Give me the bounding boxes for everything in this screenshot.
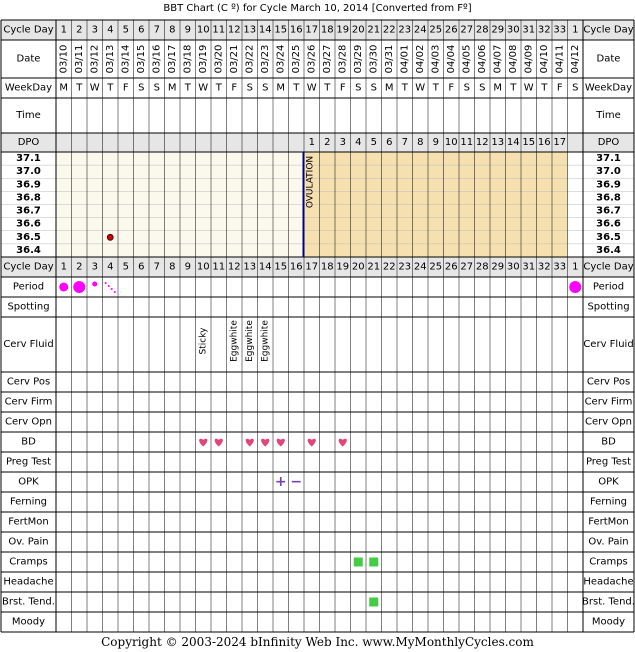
row-label-cycle_day: Cycle Day	[3, 24, 54, 36]
date-cell: 04/09	[523, 44, 535, 74]
row-label-preg_test: Preg Test	[5, 456, 52, 468]
temp-label-left: 36.5	[16, 231, 41, 243]
row-label-time: Time	[16, 110, 41, 121]
row-label-ferning: Ferning	[9, 496, 48, 508]
cycle-day-cell: 10	[196, 24, 210, 36]
ovulation-label: OVULATION	[305, 155, 316, 209]
cycle-day-cell: 28	[475, 261, 489, 273]
date-cell: 04/05	[461, 44, 473, 74]
date-cell: 04/10	[538, 44, 550, 74]
date-cell: 04/02	[414, 44, 426, 74]
period-marker	[569, 281, 581, 293]
date-cell: 04/06	[476, 44, 488, 74]
temp-label-right: 36.9	[596, 179, 621, 191]
row-label-opk: OPK	[18, 476, 39, 488]
weekday-cell: S	[572, 82, 579, 94]
date-cell: 03/22	[244, 44, 256, 74]
weekday-cell: M	[384, 82, 394, 94]
weekday-cell: S	[479, 82, 486, 94]
weekday-cell: W	[198, 82, 209, 94]
date-cell: 03/23	[259, 44, 271, 74]
date-cell: 03/14	[120, 44, 132, 74]
opk-result: −	[290, 474, 303, 490]
row-label-right-spotting: Spotting	[587, 301, 630, 313]
bd-heart-icon	[215, 439, 223, 447]
cycle-day-cell: 15	[274, 261, 288, 273]
bd-heart-icon	[339, 439, 347, 447]
dpo-cell: 8	[417, 137, 424, 148]
weekday-cell: T	[324, 82, 331, 94]
temp-label-left: 37.1	[16, 153, 41, 165]
row-label-moody: Moody	[11, 616, 46, 628]
date-cell: 03/10	[58, 44, 70, 74]
dpo-cell: 15	[522, 137, 536, 148]
row-label-right-time: Time	[596, 110, 621, 121]
temp-label-right: 36.7	[596, 205, 621, 217]
cycle-day-cell: 19	[336, 24, 350, 36]
weekday-cell: M	[276, 82, 286, 94]
cycle-day-cell: 8	[169, 261, 176, 273]
temp-label-left: 36.8	[16, 192, 41, 204]
row-label-right-cerv_fluid: Cerv Fluid	[583, 339, 634, 350]
row-label-cerv_fluid: Cerv Fluid	[3, 339, 54, 350]
temp-label-left: 36.4	[16, 244, 41, 256]
weekday-cell: W	[89, 82, 100, 94]
row-label-right-cerv_pos: Cerv Pos	[586, 376, 631, 388]
cycle-day-cell: 14	[258, 24, 272, 36]
dpo-cell: 9	[432, 137, 439, 148]
date-cell: 03/18	[182, 44, 194, 74]
row-label-bd: BD	[21, 436, 36, 448]
date-cell: 03/15	[135, 44, 147, 74]
cycle-day-cell: 1	[572, 261, 579, 273]
row-label-spotting: Spotting	[7, 301, 50, 313]
cycle-day-cell: 16	[289, 261, 303, 273]
cycle-day-cell: 13	[243, 261, 257, 273]
period-marker	[73, 281, 85, 293]
date-cell: 03/19	[197, 44, 209, 74]
cycle-day-cell: 24	[413, 24, 427, 36]
cycle-day-cell: 22	[382, 24, 396, 36]
cycle-day-cell: 24	[413, 261, 427, 273]
weekday-cell: W	[306, 82, 317, 94]
cycle-day-cell: 27	[460, 24, 474, 36]
weekday-cell: F	[122, 82, 129, 94]
dpo-cell: 5	[370, 137, 377, 148]
cycle-day-cell: 4	[107, 261, 114, 273]
period-spot	[111, 288, 113, 290]
temp-label-right: 37.1	[596, 153, 621, 165]
dpo-cell: 10	[444, 137, 458, 148]
cycle-day-cell: 18	[320, 261, 334, 273]
weekday-cell: F	[556, 82, 563, 94]
temp-label-right: 36.6	[596, 218, 621, 230]
row-label-right-cycle_day: Cycle Day	[583, 24, 634, 36]
cycle-day-cell: 1	[60, 24, 67, 36]
cycle-day-cell: 9	[184, 261, 191, 273]
dpo-cell: 3	[339, 137, 346, 148]
weekday-cell: M	[167, 82, 177, 94]
weekday-cell: S	[370, 82, 377, 94]
weekday-cell: T	[215, 82, 222, 94]
dpo-cell: 1	[308, 137, 315, 148]
cycle-day-cell: 29	[491, 24, 505, 36]
dpo-cell: 4	[355, 137, 362, 148]
dpo-cell: 11	[460, 137, 474, 148]
row-label-right-cramps: Cramps	[589, 556, 628, 568]
row-label-right-ferning: Ferning	[589, 496, 628, 508]
date-cell: 03/24	[275, 44, 287, 74]
cycle-day-cell: 20	[351, 261, 365, 273]
cycle-day-cell: 26	[444, 24, 458, 36]
temp-label-right: 36.5	[596, 231, 621, 243]
weekday-cell: T	[401, 82, 408, 94]
weekday-cell: S	[138, 82, 145, 94]
row-label-cerv_firm: Cerv Firm	[4, 396, 53, 408]
cycle-day-cell: 2	[76, 24, 83, 36]
cycle-day-cell: 27	[460, 261, 474, 273]
cycle-day-cell: 23	[398, 24, 412, 36]
weekday-cell: T	[293, 82, 300, 94]
period-spot	[114, 291, 116, 293]
row-label-right-brst_tend: Brst. Tend.	[582, 596, 635, 608]
cycle-day-cell: 17	[305, 261, 319, 273]
weekday-cell: T	[107, 82, 114, 94]
row-label-right-cycle_day: Cycle Day	[583, 261, 634, 273]
date-cell: 03/17	[166, 44, 178, 74]
row-label-headache: Headache	[3, 576, 54, 588]
date-cell: 04/01	[399, 44, 411, 74]
row-label-right-ov_pain: Ov. Pain	[588, 536, 629, 548]
cycle-day-cell: 17	[305, 24, 319, 36]
bd-heart-icon	[308, 439, 316, 447]
cycle-day-cell: 21	[367, 24, 381, 36]
cycle-day-cell: 7	[153, 24, 160, 36]
cycle-day-cell: 25	[429, 261, 443, 273]
copyright-footer: Copyright © 2003-2024 bInfinity Web Inc. www.MyMonthlyCycles.com	[101, 635, 534, 649]
date-cell: 03/11	[73, 44, 85, 74]
cycle-day-cell: 16	[289, 24, 303, 36]
weekday-cell: S	[153, 82, 160, 94]
weekday-cell: M	[59, 82, 69, 94]
weekday-cell: F	[339, 82, 346, 94]
row-label-right-preg_test: Preg Test	[585, 456, 632, 468]
temp-label-right: 36.8	[596, 192, 621, 204]
cycle-day-cell: 20	[351, 24, 365, 36]
cycle-day-cell: 5	[122, 261, 129, 273]
cycle-day-cell: 25	[429, 24, 443, 36]
cycle-day-cell: 15	[274, 24, 288, 36]
bd-heart-icon	[246, 439, 254, 447]
date-cell: 03/29	[352, 44, 364, 74]
cycle-day-cell: 4	[107, 24, 114, 36]
cramps-marker	[369, 558, 378, 567]
weekday-cell: T	[184, 82, 191, 94]
date-cell: 03/31	[383, 44, 395, 74]
cycle-day-cell: 32	[537, 261, 551, 273]
cycle-day-cell: 2	[76, 261, 83, 273]
cycle-day-cell: 30	[506, 24, 520, 36]
dpo-cell: 16	[537, 137, 551, 148]
cycle-day-cell: 32	[537, 24, 551, 36]
dpo-cell: 17	[553, 137, 567, 148]
weekday-cell: S	[463, 82, 470, 94]
cycle-day-cell: 9	[184, 24, 191, 36]
cycle-day-cell: 21	[367, 261, 381, 273]
row-label-right-cerv_opn: Cerv Opn	[585, 416, 632, 428]
date-cell: 04/08	[507, 44, 519, 74]
dpo-cell: 7	[401, 137, 408, 148]
date-cell: 03/16	[151, 44, 163, 74]
cycle-day-cell: 1	[60, 261, 67, 273]
dpo-cell: 14	[506, 137, 520, 148]
cycle-day-cell: 14	[258, 261, 272, 273]
date-cell: 03/25	[290, 44, 302, 74]
cycle-day-cell: 23	[398, 261, 412, 273]
date-cell: 04/04	[445, 44, 457, 74]
weekday-cell: T	[76, 82, 83, 94]
cycle-day-cell: 6	[138, 261, 145, 273]
cycle-day-cell: 30	[506, 261, 520, 273]
cycle-day-cell: 33	[553, 24, 567, 36]
chart-title: BBT Chart (C º) for Cycle March 10, 2014 [Converted from Fº]	[163, 3, 472, 14]
cycle-day-cell: 10	[196, 261, 210, 273]
temp-label-left: 37.0	[16, 166, 41, 178]
date-cell: 03/27	[321, 44, 333, 74]
row-label-cramps: Cramps	[9, 556, 48, 568]
date-cell: 04/12	[569, 44, 581, 74]
weekday-cell: F	[448, 82, 455, 94]
date-cell: 03/28	[337, 44, 349, 74]
dpo-cell: 2	[324, 137, 331, 148]
row-label-right-date: Date	[596, 53, 621, 65]
weekday-cell: S	[262, 82, 269, 94]
temp-label-left: 36.7	[16, 205, 41, 217]
date-cell: 03/26	[306, 44, 318, 74]
row-label-right-headache: Headache	[583, 576, 634, 588]
row-label-weekday: WeekDay	[4, 82, 53, 94]
row-label-cerv_pos: Cerv Pos	[6, 376, 51, 388]
date-cell: 04/07	[492, 44, 504, 74]
cycle-day-cell: 19	[336, 261, 350, 273]
cycle-day-cell: 13	[243, 24, 257, 36]
cervical-fluid-label: Eggwhite	[229, 320, 240, 362]
date-cell: 03/21	[228, 44, 240, 74]
cycle-day-cell: 31	[522, 24, 536, 36]
period-spot	[105, 282, 107, 284]
weekday-cell: T	[541, 82, 548, 94]
row-label-right-moody: Moody	[591, 616, 626, 628]
row-label-right-weekday: WeekDay	[584, 82, 633, 94]
date-cell: 03/30	[368, 44, 380, 74]
row-label-right-dpo: DPO	[597, 137, 620, 148]
period-spot	[108, 285, 110, 287]
row-label-right-cerv_firm: Cerv Firm	[584, 396, 633, 408]
cycle-day-cell: 11	[212, 261, 226, 273]
date-cell: 03/12	[89, 44, 101, 74]
cycle-day-cell: 3	[91, 261, 98, 273]
weekday-cell: F	[231, 82, 238, 94]
temp-label-left: 36.6	[16, 218, 41, 230]
period-marker	[59, 283, 68, 292]
temperature-point	[107, 234, 113, 240]
row-label-dpo: DPO	[17, 137, 40, 148]
breast-tenderness-marker	[369, 598, 378, 607]
cycle-day-cell: 18	[320, 24, 334, 36]
cycle-day-cell: 1	[572, 24, 579, 36]
bd-heart-icon	[261, 439, 269, 447]
weekday-cell: M	[493, 82, 503, 94]
cycle-day-cell: 6	[138, 24, 145, 36]
cycle-day-cell: 29	[491, 261, 505, 273]
row-label-period: Period	[12, 281, 45, 293]
dpo-cell: 6	[386, 137, 393, 148]
cycle-day-cell: 7	[153, 261, 160, 273]
cycle-day-cell: 3	[91, 24, 98, 36]
opk-result: +	[274, 474, 287, 490]
row-label-brst_tend: Brst. Tend.	[2, 596, 55, 608]
bd-heart-icon	[199, 439, 207, 447]
row-label-cycle_day: Cycle Day	[3, 261, 54, 273]
weekday-cell: T	[432, 82, 439, 94]
weekday-cell: W	[523, 82, 534, 94]
cycle-day-cell: 11	[212, 24, 226, 36]
row-label-ov_pain: Ov. Pain	[8, 536, 49, 548]
cycle-day-cell: 12	[227, 261, 241, 273]
cycle-day-cell: 33	[553, 261, 567, 273]
row-label-right-period: Period	[592, 281, 625, 293]
date-cell: 03/20	[213, 44, 225, 74]
date-cell: 04/03	[430, 44, 442, 74]
cycle-day-cell: 8	[169, 24, 176, 36]
row-label-date: Date	[16, 53, 41, 65]
temp-label-right: 36.4	[596, 244, 621, 256]
dpo-cell: 13	[491, 137, 505, 148]
weekday-cell: T	[510, 82, 517, 94]
date-cell: 03/13	[104, 44, 116, 74]
weekday-cell: W	[415, 82, 426, 94]
cervical-fluid-label: Eggwhite	[260, 320, 271, 362]
weekday-cell: S	[355, 82, 362, 94]
cycle-day-cell: 31	[522, 261, 536, 273]
date-cell: 04/11	[554, 44, 566, 74]
row-label-right-opk: OPK	[598, 476, 619, 488]
row-label-cerv_opn: Cerv Opn	[5, 416, 52, 428]
period-marker	[92, 282, 97, 287]
cervical-fluid-label: Sticky	[198, 327, 209, 355]
dpo-cell: 12	[475, 137, 489, 148]
bd-heart-icon	[277, 439, 285, 447]
cycle-day-cell: 22	[382, 261, 396, 273]
cycle-day-cell: 26	[444, 261, 458, 273]
row-label-fertmon: FertMon	[8, 516, 49, 528]
cycle-day-cell: 28	[475, 24, 489, 36]
temp-label-left: 36.9	[16, 179, 41, 191]
row-label-right-fertmon: FertMon	[588, 516, 629, 528]
cycle-day-cell: 12	[227, 24, 241, 36]
temp-label-right: 37.0	[596, 166, 621, 178]
weekday-cell: S	[246, 82, 253, 94]
row-label-right-bd: BD	[601, 436, 616, 448]
cramps-marker	[354, 558, 363, 567]
cervical-fluid-label: Eggwhite	[244, 320, 255, 362]
cycle-day-cell: 5	[122, 24, 129, 36]
